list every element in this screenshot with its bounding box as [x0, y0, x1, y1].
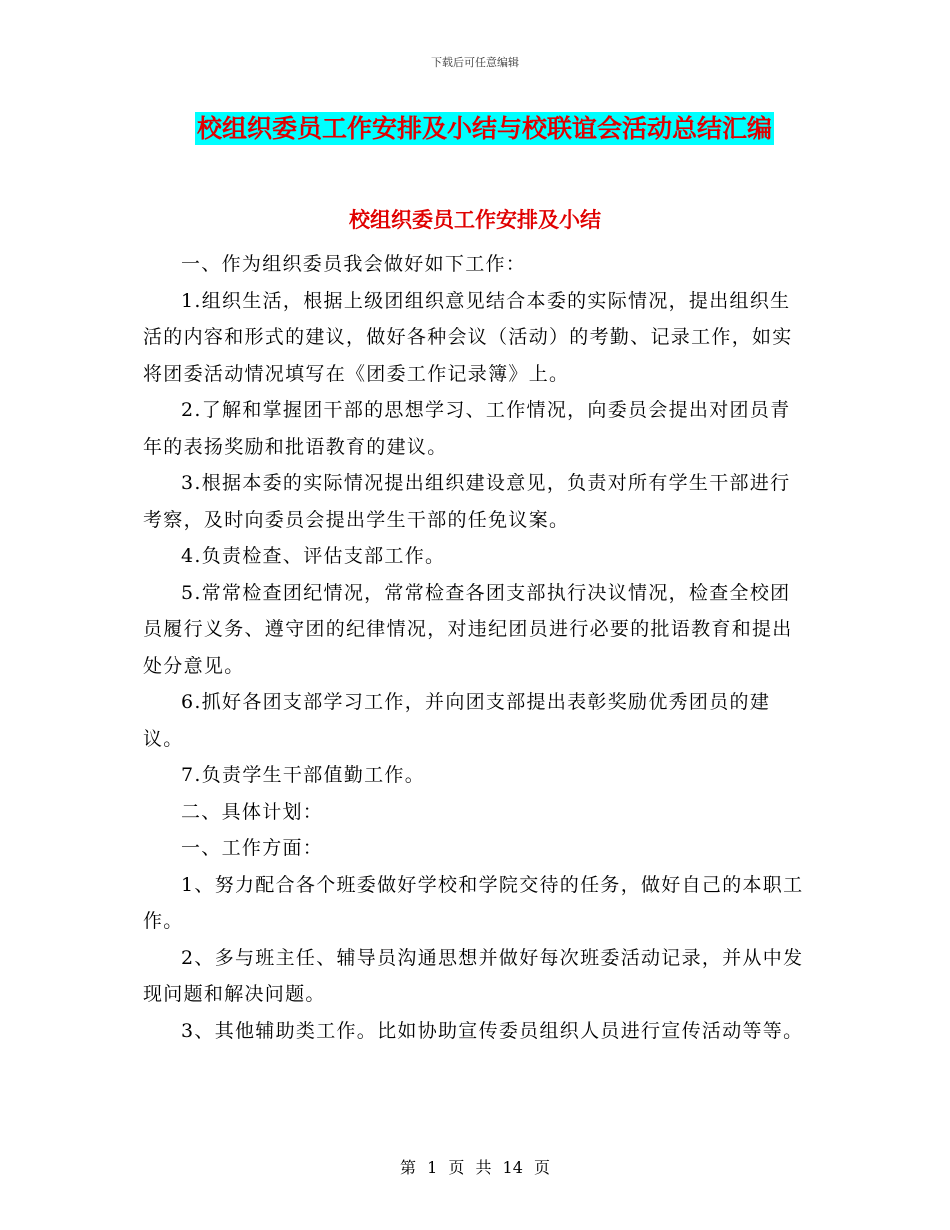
paragraph: 一、工作方面： [181, 837, 324, 859]
paragraph: 3.根据本委的实际情况提出组织建设意见，负责对所有学生干部进行考察，及时向委员会提出学生干部的任免议案。 [143, 472, 791, 531]
paragraph: 1、努力配合各个班委做好学校和学院交待的任务，做好自己的本职工作。 [143, 873, 804, 932]
paragraph: 1.组织生活，根据上级团组织意见结合本委的实际情况，提出组织生活的内容和形式的建议，做好各种会议（活动）的考勤、记录工作，如实将团委活动情况填写在《团委工作记录簿》上。 [143, 289, 793, 385]
paragraph: 二、具体计划： [181, 800, 324, 823]
paragraph: 5.常常检查团纪情况，常常检查各团支部执行决议情况，检查全校团员履行义务、遵守团的纪律情况，对违纪团员进行必要的批语教育和提出处分意见。 [143, 581, 793, 677]
section-title: 校组织委员工作安排及小结 [349, 207, 601, 232]
page-footer: 第 1 页 共 14 页 [400, 1158, 550, 1177]
paragraph: 一、作为组织委员我会做好如下工作： [181, 253, 527, 275]
paragraph: 6.抓好各团支部学习工作，并向团支部提出表彰奖励优秀团员的建议。 [143, 691, 771, 750]
document-body [143, 246, 808, 1049]
document-title: 校组织委员工作安排及小结与校联谊会活动总结汇编 [197, 114, 773, 143]
paragraph: 4.负责检查、评估支部工作。 [181, 545, 446, 567]
paragraph: 7.负责学生干部值勤工作。 [181, 764, 426, 786]
paragraph: 2.了解和掌握团干部的思想学习、工作情况，向委员会提出对团员青年的表扬奖励和批语教育的建议。 [143, 399, 791, 458]
paragraph: 3、其他辅助类工作。比如协助宣传委员组织人员进行宣传活动等等。 [181, 1019, 804, 1042]
header-note: 下载后可任意编辑 [431, 56, 519, 69]
paragraph: 2、多与班主任、辅导员沟通思想并做好每次班委活动记录，并从中发现问题和解决问题。 [143, 946, 804, 1005]
